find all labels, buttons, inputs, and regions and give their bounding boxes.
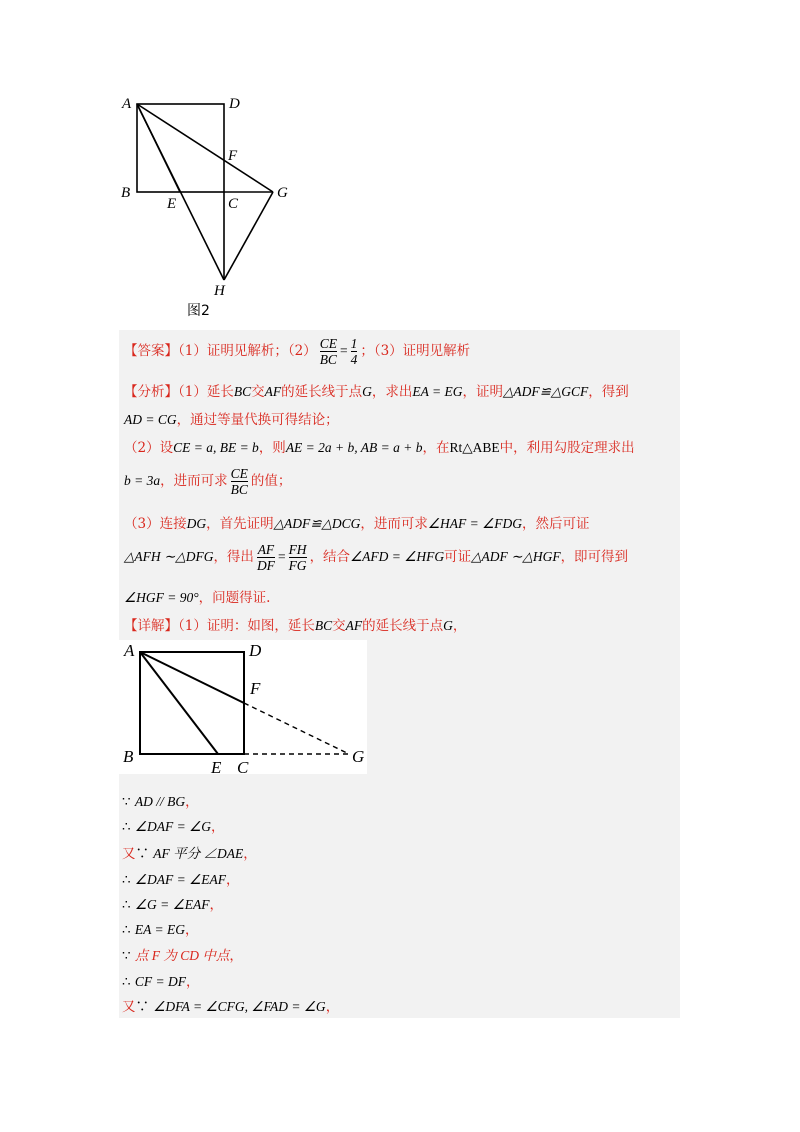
detail-tag: 【详解】 [124,618,178,634]
answer-fraction-ce-bc: $\frac{CE}{BC}$ [319,336,337,367]
proof-step: 又∵ ∠DFA = ∠CFG, ∠FAD = ∠G， [122,999,340,1015]
detail-label-C: C [237,758,249,774]
analysis-line-2: AD = CG，通过等量代换可得结论； [124,412,339,428]
proof-step: ∵ 点 F 为 CD 中点， [122,948,243,964]
answer-tag: 【答案】 [124,343,178,359]
label-A: A [122,96,132,112]
detail-label-D: D [249,641,262,660]
fraction-ce-bc: $\frac{CE}{BC}$ [230,466,248,497]
proof-step: 又∵ AF 平分 ∠DAE， [122,846,257,862]
answer-fraction-1-4: $\frac{1}{4}$ [350,336,358,367]
detail-label-G: G [352,747,365,766]
figure-2-diagram [110,90,310,300]
label-C: C [228,196,239,212]
analysis-line-5: （3）连接DG，首先证明△ADF≌△DCG，进而可求∠HAF = ∠FDG，然后可证 [124,516,590,532]
label-H: H [214,283,225,299]
detail-label-A: A [124,641,135,660]
analysis-line-1: 【分析】（1）延长BC交AF的延长线于点G，求出EA = EG，证明△ADF≌△GCF，得到 [124,384,629,400]
analysis-line-6: △AFH ∼△DFG，得出 $\frac{AF}{DF}$ = $\frac{FH}{FG}$ ，结合∠AFD = ∠HFG可证△ADF ∼△HGF，即可得到 [124,542,629,573]
proof-step: ∴ ∠DAF = ∠EAF， [122,872,240,888]
label-B: B [121,185,131,201]
proof-step: ∴ CF = DF， [122,974,200,990]
label-F: F [228,148,238,164]
figure-caption: 图2 [187,303,210,319]
detail-line-1: 【详解】（1）证明：如图，延长BC交AF的延长线于点G， [124,618,467,634]
label-E: E [167,196,177,212]
analysis-line-3: （2）设CE = a, BE = b，则AE = 2a + b, AB = a + b，在Rt△ABE中，利用勾股定理求出 [124,440,635,456]
detail-figure-diagram [119,640,367,774]
detail-label-F: F [250,679,261,698]
proof-step: ∴ ∠DAF = ∠G， [122,819,225,835]
detail-label-B: B [123,747,134,766]
answer-line: 【答案】（1）证明见解析；（2） $\frac{CE}{BC}$ = $\frac{1}{4}$ ；（3）证明见解析 [124,336,471,367]
label-D: D [229,96,240,112]
analysis-tag: 【分析】 [124,384,178,400]
fraction-fh-fg: $\frac{FH}{FG}$ [288,542,307,573]
analysis-line-7: ∠HGF = 90°，问题得证. [124,590,271,606]
proof-step: ∴ EA = EG， [122,922,199,938]
proof-step: ∴ ∠G = ∠EAF， [122,897,223,913]
proof-step: ∵ AD // BG， [122,794,199,810]
analysis-line-4: b = 3a，进而可求 $\frac{CE}{BC}$ 的值； [124,466,292,497]
detail-label-E: E [211,758,222,774]
fraction-af-df: $\frac{AF}{DF}$ [256,542,275,573]
label-G: G [277,185,288,201]
